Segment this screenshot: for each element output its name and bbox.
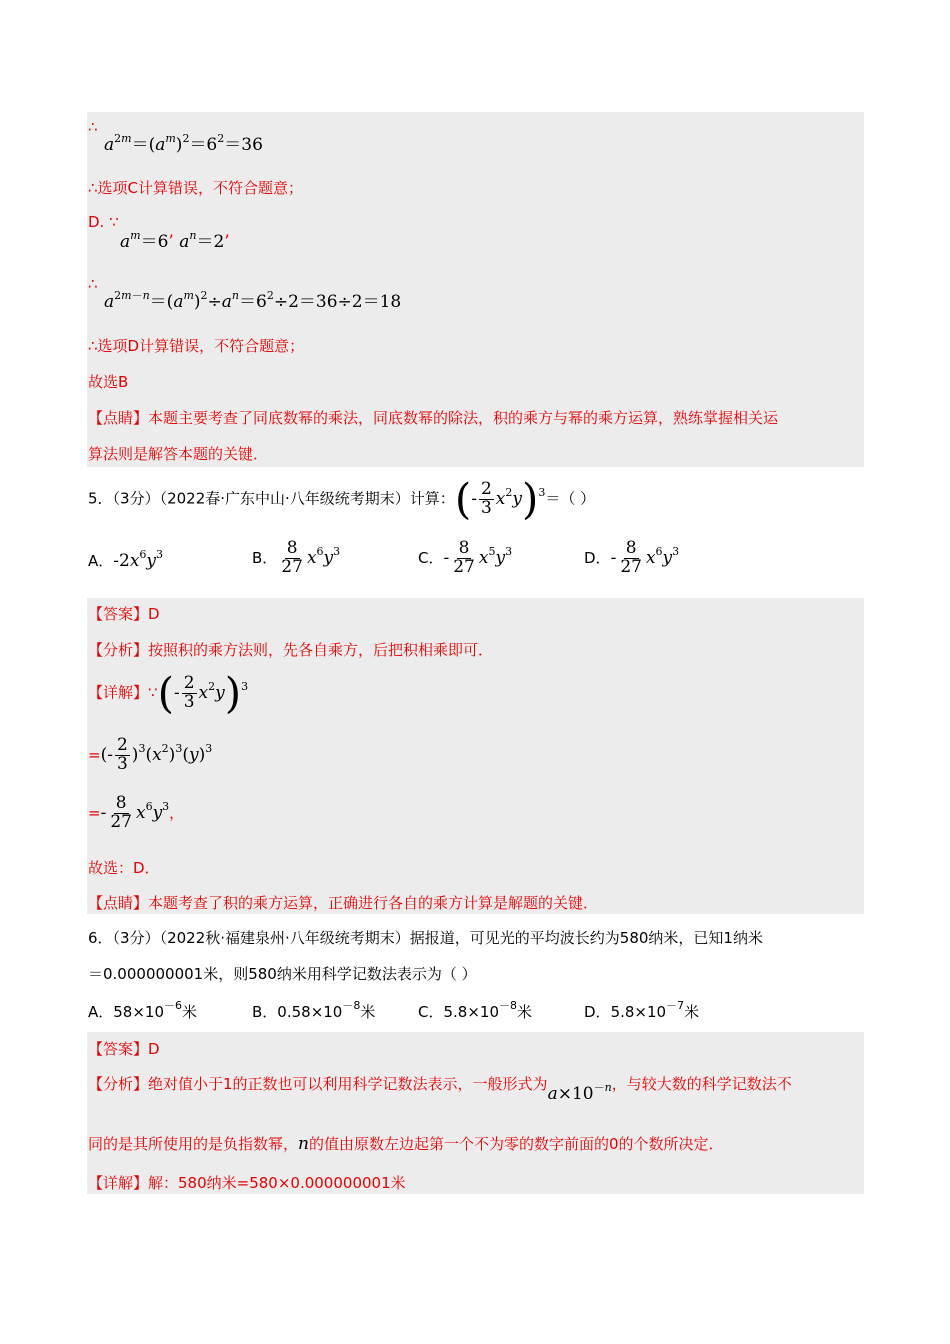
equation-a2m-n: $a^{2m-n}=(a^m)^2\div a^n=6^2\div 2=36\div 2=18$ [104,289,402,312]
q5-analysis: 【分析】按照积的乘方法则，先各自乘方，后把积相乘即可． [88,641,494,659]
equation-a2m: $a^{2m}=(a^m)^2=6^2=36$ [104,132,263,155]
solution-block-q6 [87,1032,864,1194]
q6-option-b[interactable]: B．$0.58\times 10^{-8}$米 [252,999,376,1021]
question-5-stem: 5．（3分）（2022春·广东中山·八年级统考期末）计算：(- $\frac{2}{3}$ $x^2y)^3=$（ ） [88,474,596,523]
equation-am-an: $a^m=6$’ $a^n=2$’ [120,229,230,252]
therefore-symbol: ∴ [88,275,98,293]
q5-step-2: =- $\frac{8}{27}$ $x^6y^3$， [88,793,185,832]
q5-option-a[interactable]: A．$-2x^6y^3$ [88,548,164,571]
q5-step-1: =(- $\frac{2}{3}$ )$^3(x^2)^3(y)^3$ [88,735,213,774]
q5-comment: 【点睛】本题考查了积的乘方运算，正确进行各自的乘方计算是解题的关键． [88,894,599,912]
comment-line-1: 【点睛】本题主要考查了同底数幂的乘法，同底数幂的除法，积的乘方与幂的乘方运算，熟练掌握相关运 [88,409,779,427]
line-option-d-result: ∴选项D计算错误，不符合题意； [88,337,305,355]
q6-answer: 【答案】D [88,1040,160,1058]
question-6-line-2: ＝0.000000001米，则580纳米用科学记数法表示为（ ） [88,965,477,983]
choose-line: 故选B [88,373,129,391]
q6-analysis-2: 同的是其所使用的是负指数幂，n的值由原数左边起第一个不为零的数字前面的0的个数所决定． [88,1134,724,1154]
comment-line-2: 算法则是解答本题的关键． [88,445,269,463]
q5-answer: 【答案】D [88,605,160,623]
q5-option-b[interactable]: B． $\frac{8}{27}$ $x^6y^3$ [252,538,341,577]
q6-option-a[interactable]: A．$58\times 10^{-6}$米 [88,999,198,1021]
therefore-symbol: ∴ [88,118,98,136]
q5-option-c[interactable]: C．- $\frac{8}{27}$ $x^5y^3$ [418,538,513,577]
q5-detail: 【详解】∵(- $\frac{2}{3}$ $x^2y)^3$ [88,668,249,717]
line-option-c-result: ∴选项C计算错误，不符合题意； [88,179,304,197]
q6-option-c[interactable]: C．$5.8\times 10^{-8}$米 [418,999,533,1021]
d-prefix: D. ∵ [88,213,119,231]
q5-choose: 故选：D． [88,859,160,877]
q6-analysis-1: 【分析】绝对值小于1的正数也可以利用科学记数法表示，一般形式为$a\times 10^{-n}$，与较大数的科学记数法不 [88,1075,792,1104]
q6-detail: 【详解】解：580纳米=580×0.000000001米 [88,1174,406,1192]
q5-option-d[interactable]: D．- $\frac{8}{27}$ $x^6y^3$ [584,538,680,577]
q6-option-d[interactable]: D．$5.8\times 10^{-7}$米 [584,999,700,1021]
question-6-line-1: 6．（3分）（2022秋·福建泉州·八年级统考期末）据报道，可见光的平均波长约为580纳米，已知1纳米 [88,929,763,947]
